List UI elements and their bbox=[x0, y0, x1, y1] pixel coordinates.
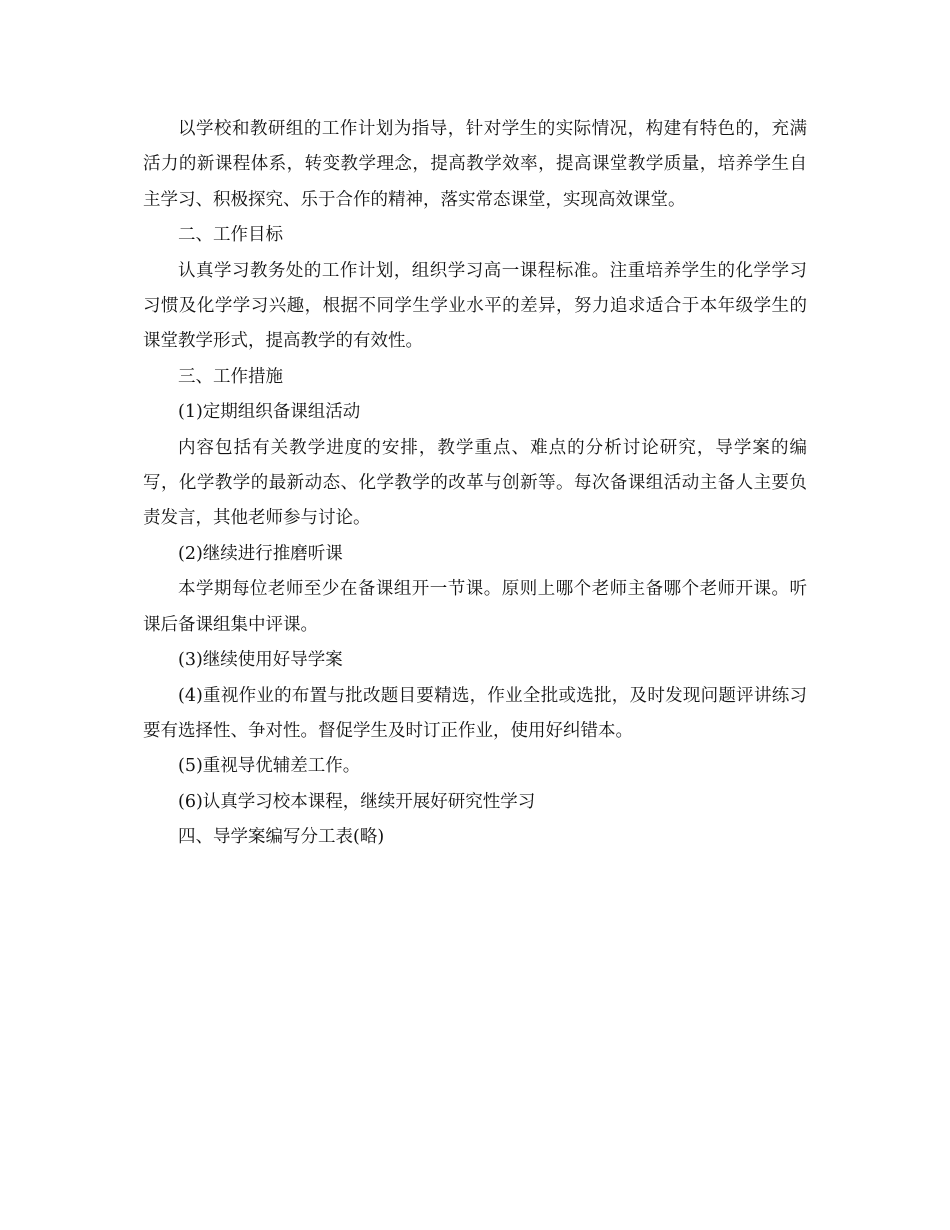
heading-schedule: 四、导学案编写分工表(略) bbox=[178, 827, 385, 848]
measure-5-title: (5)重视导优辅差工作。 bbox=[178, 756, 361, 777]
paragraph-intro: 以学校和教研组的工作计划为指导，针对学生的实际情况，构建有特色的，充满活力的新课程体系，转变教学理念，提高教学效率，提高课堂教学质量，培养学生自主学习、积极探究、乐于合作的精神，落实常态课堂，实现高效课堂。 bbox=[143, 119, 807, 210]
measure-1-title: (1)定期组织备课组活动 bbox=[178, 402, 361, 423]
measure-2-body: 本学期每位老师至少在备课组开一节课。原则上哪个老师主备哪个老师开课。听课后备课组集中评课。 bbox=[143, 579, 807, 635]
measure-4-body: (4)重视作业的布置与批改题目要精选，作业全批或选批，及时发现问题评讲练习要有选择性、争对性。督促学生及时订正作业，使用好纠错本。 bbox=[143, 685, 807, 741]
heading-work-measures: 三、工作措施 bbox=[178, 366, 283, 387]
measure-1-body: 内容包括有关教学进度的安排，教学重点、难点的分析讨论研究，导学案的编写，化学教学的最新动态、化学教学的改革与创新等。每次备课组活动主备人主要负责发言，其他老师参与讨论。 bbox=[143, 437, 807, 529]
measure-3-title: (3)继续使用好导学案 bbox=[178, 650, 343, 671]
document-body bbox=[143, 112, 807, 856]
heading-work-goals: 二、工作目标 bbox=[178, 225, 283, 246]
measure-2-title: (2)继续进行推磨听课 bbox=[178, 543, 343, 564]
paragraph-goals: 认真学习教务处的工作计划，组织学习高一课程标准。注重培养学生的化学学习习惯及化学学习兴趣，根据不同学生学业水平的差异，努力追求适合于本年级学生的课堂教学形式，提高教学的有效性。 bbox=[143, 260, 807, 352]
measure-6-title: (6)认真学习校本课程，继续开展好研究性学习 bbox=[178, 791, 536, 812]
